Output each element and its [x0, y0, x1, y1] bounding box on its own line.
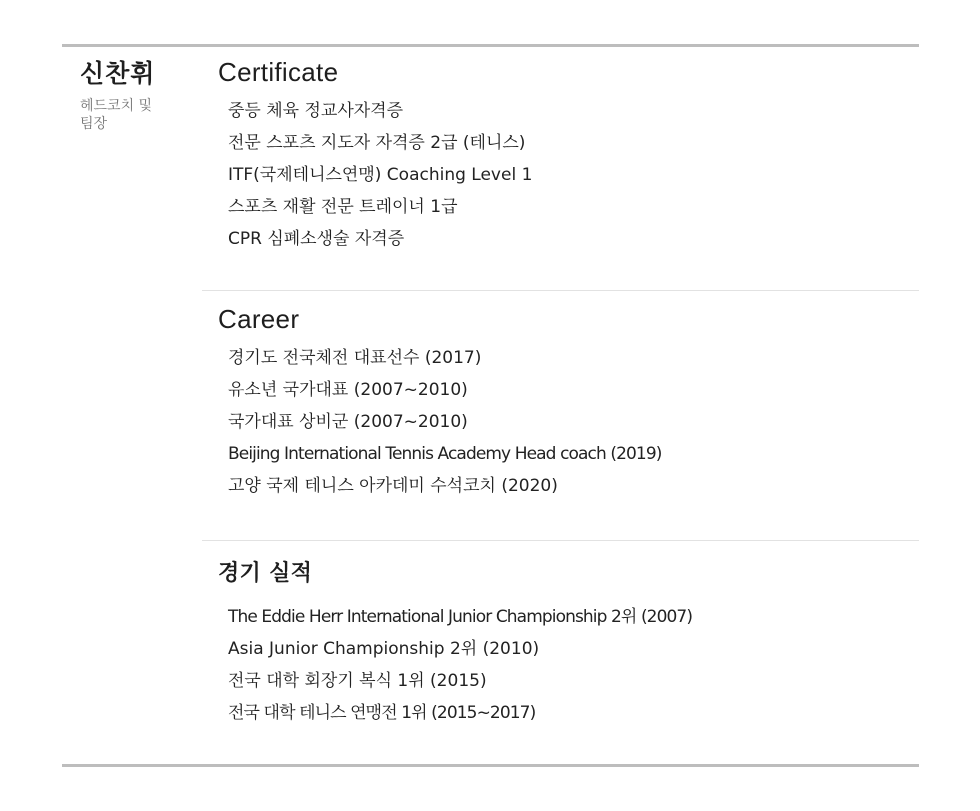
career-item: Beijing International Tennis Academy Head coach (2019)	[228, 444, 662, 464]
certificate-item: 중등 체육 정교사자격증	[228, 101, 404, 121]
section-divider	[202, 290, 919, 291]
coach-name: 신찬휘	[80, 59, 156, 88]
career-item: 유소년 국가대표 (2007~2010)	[228, 380, 468, 400]
section-divider	[202, 540, 919, 541]
certificate-section	[218, 55, 918, 255]
bottom-rule	[62, 764, 919, 767]
certificate-item: 전문 스포츠 지도자 자격증 2급 (테니스)	[228, 133, 526, 153]
career-item: 고양 국제 테니스 아카데미 수석코치 (2020)	[228, 476, 558, 496]
coach-profile	[80, 57, 200, 133]
result-item: 전국 대학 테니스 연맹전 1위 (2015~2017)	[228, 703, 536, 723]
career-section	[218, 302, 918, 502]
career-item: 국가대표 상비군 (2007~2010)	[228, 412, 468, 432]
coach-role: 헤드코치 및 팀장	[80, 98, 153, 132]
certificate-title: Certificate	[218, 57, 339, 87]
certificate-item: CPR 심폐소생술 자격증	[228, 229, 405, 249]
career-item: 경기도 전국체전 대표선수 (2017)	[228, 348, 482, 368]
top-rule	[62, 44, 919, 47]
results-section	[218, 557, 918, 729]
certificate-list	[228, 95, 918, 255]
results-list	[228, 601, 918, 729]
certificate-item: 스포츠 재활 전문 트레이너 1급	[228, 197, 458, 217]
certificate-item: ITF(국제테니스연맹) Coaching Level 1	[228, 165, 533, 185]
career-title: Career	[218, 304, 300, 334]
result-item: Asia Junior Championship 2위 (2010)	[228, 639, 540, 659]
result-item: 전국 대학 회장기 복식 1위 (2015)	[228, 671, 487, 691]
result-item: The Eddie Herr International Junior Championship 2위 (2007)	[228, 607, 693, 627]
results-title: 경기 실적	[218, 561, 313, 586]
career-list	[228, 342, 918, 502]
